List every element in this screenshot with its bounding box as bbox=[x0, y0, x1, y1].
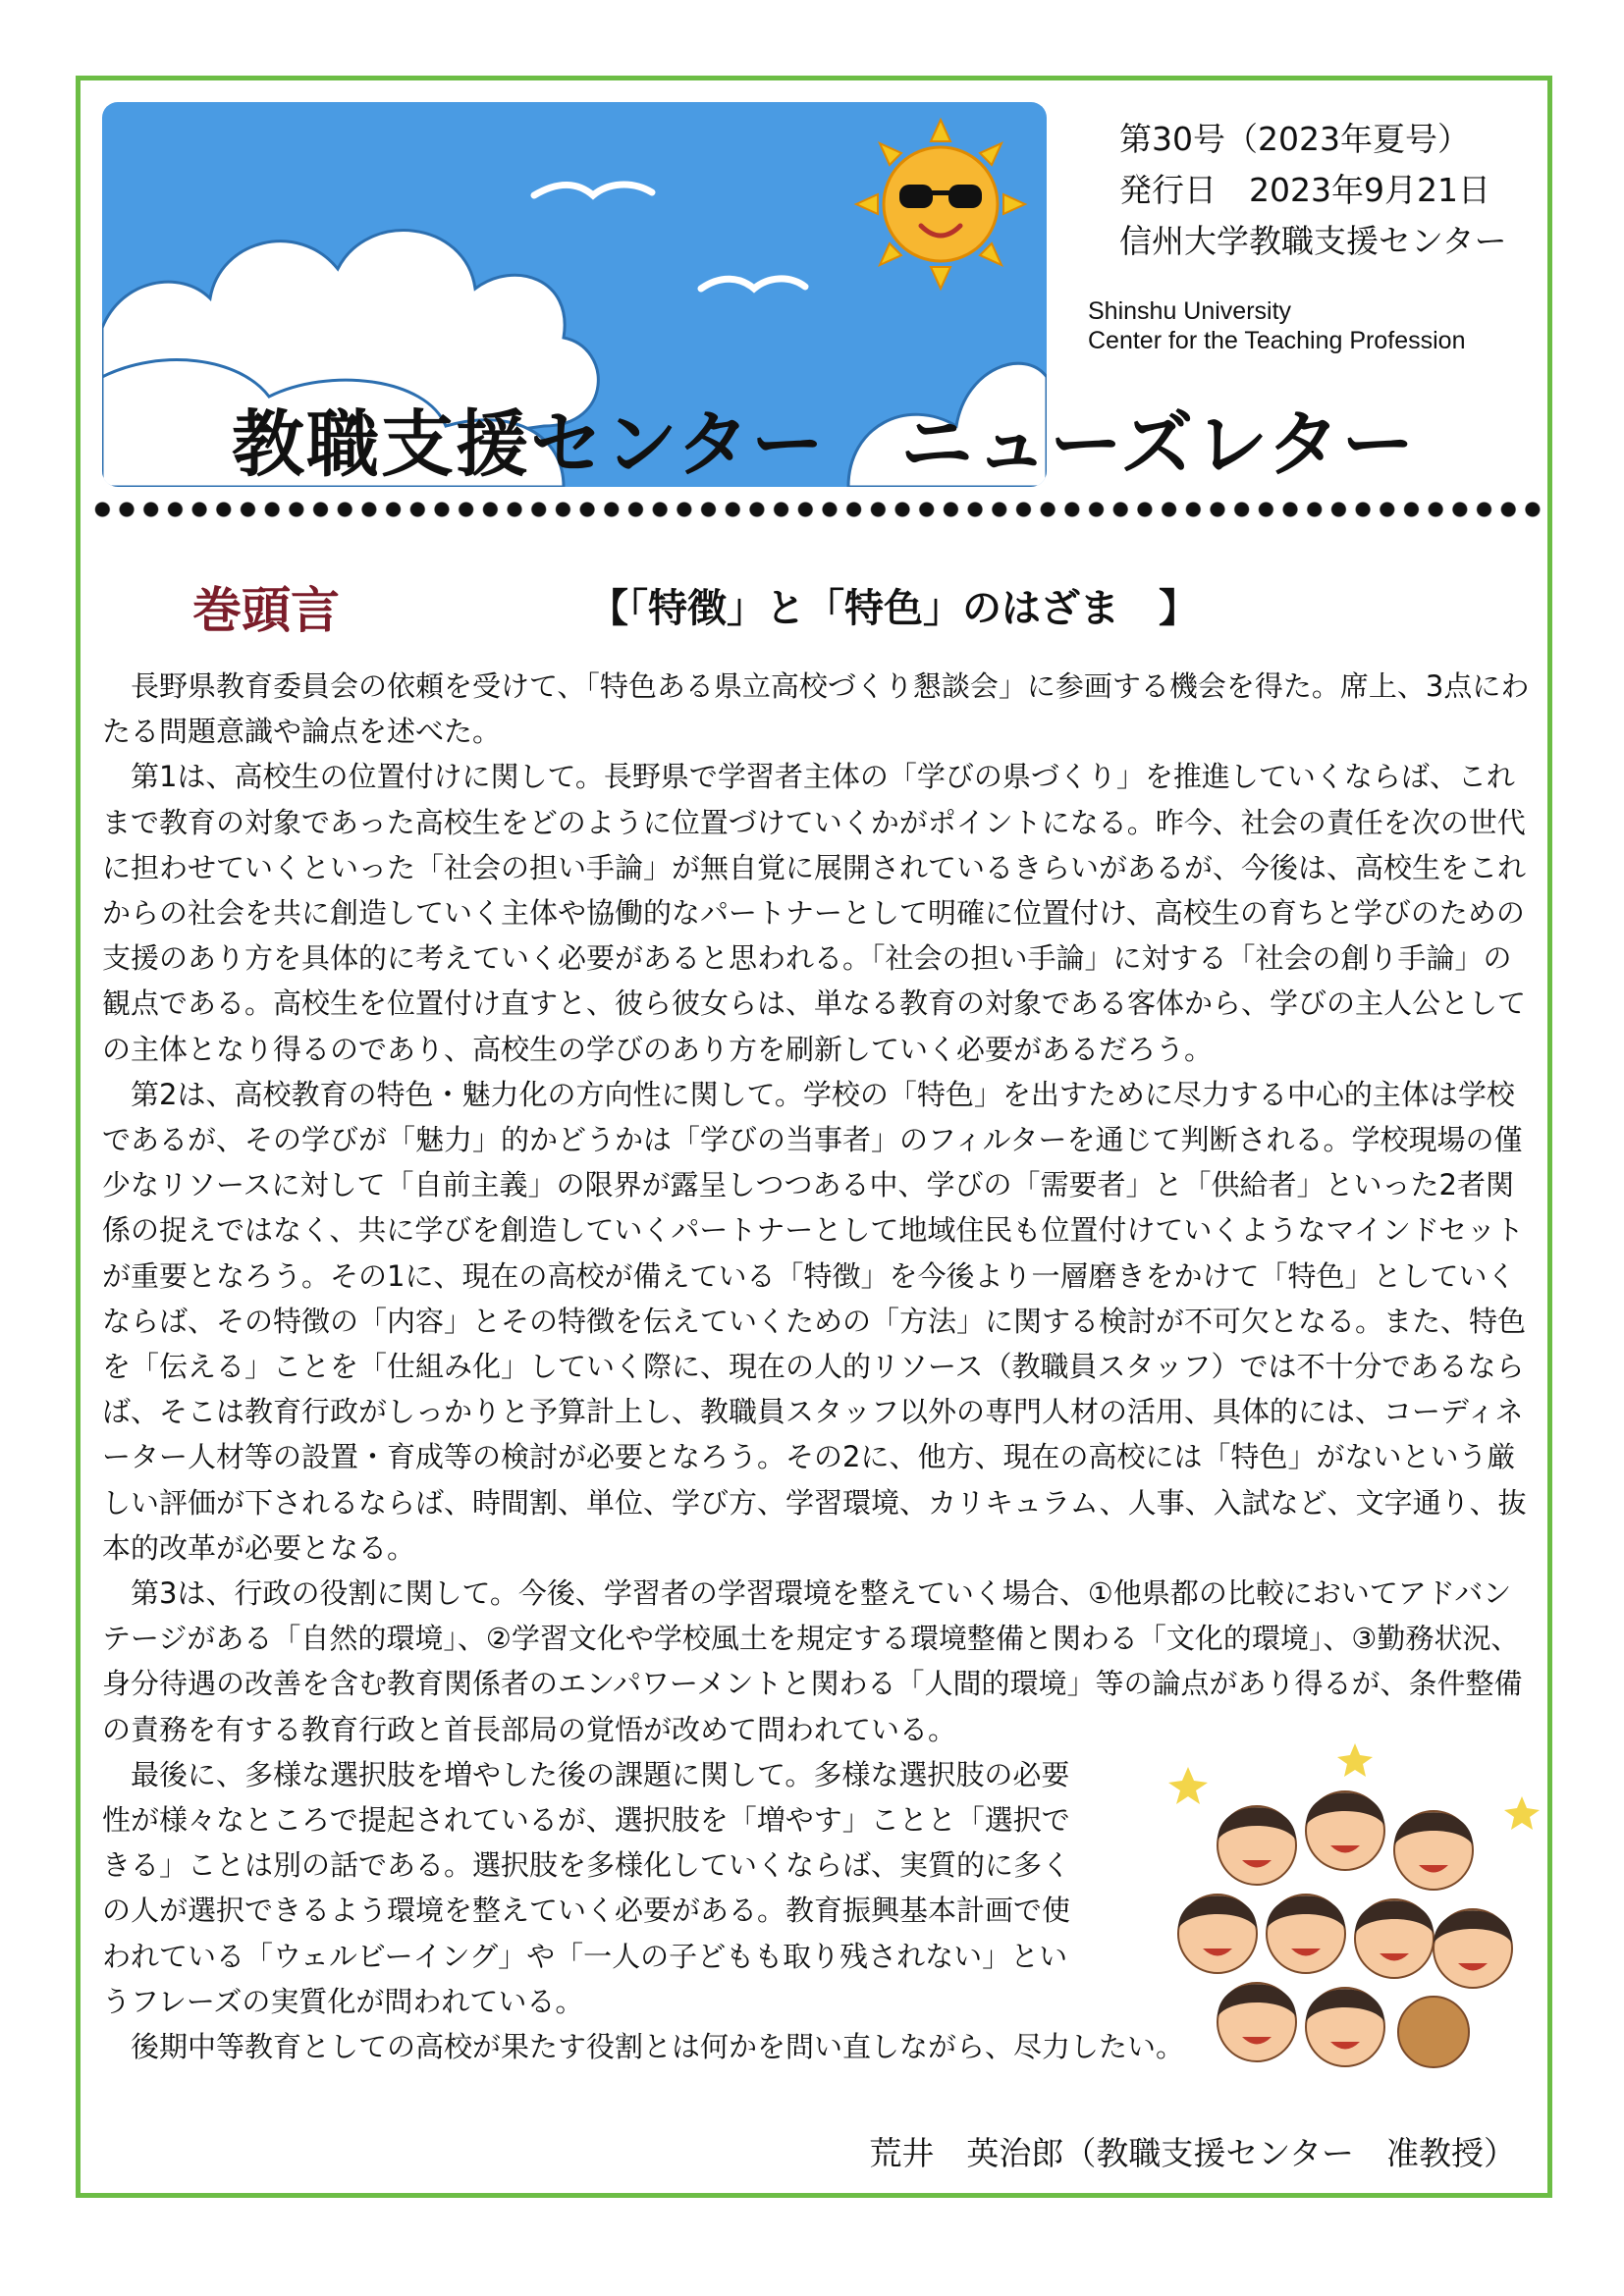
newsletter-title: 教職支援センター ニューズレター bbox=[232, 402, 1417, 487]
issue-number: 第30号（2023年夏号） bbox=[1119, 120, 1470, 158]
children-cheering-illustration bbox=[1149, 1737, 1542, 2101]
paragraph-point-1: 第1は、高校生の位置付けに関して。長野県で学習者主体の「学びの県づくり」を推進していくならば、これまで教育の対象であった高校生をどのように位置づけていくかがポイントになる。昨今、社会の責任を次の世代に担わせていくといった「社会の担い手論」が無自覚に展開されているきらいがあるが、今後は、高校生をこれからの社会を共に創造していく主体や協働的なパートナーとして明確に位置付け、高校生の育ちと学びのための支援のあり方を具体的に考えていく必要があると思われる。「社会の担い手論」に対する「社会の創り手論」の観点である。高校生を位置付け直すと、彼ら彼女らは、単なる教育の対象である客体から、学びの主人公としての主体となり得るのであり、高校生の学びのあり方を刷新していく必要があるだろう。 bbox=[102, 760, 1527, 1066]
section-label: 巻頭言 bbox=[192, 582, 340, 639]
dotted-divider bbox=[90, 499, 1545, 520]
article-title: 【「特徴」と「特色」のはざま 】 bbox=[589, 586, 1198, 631]
paragraph-closing: 後期中等教育としての高校が果たす役割とは何かを問い直しながら、尽力したい。 bbox=[131, 2030, 1185, 2064]
publisher-english-line1: Shinshu University bbox=[1088, 297, 1292, 325]
publisher-english-line2: Center for the Teaching Profession bbox=[1088, 327, 1466, 354]
publish-date: 発行日 2023年9月21日 bbox=[1119, 171, 1490, 209]
paragraph-final-issue: 最後に、多様な選択肢を増やした後の課題に関して。多様な選択肢の必要性が様々なところで提起されているが、選択肢を「増やす」ことと「選択できる」ことは別の話である。選択肢を多様化していくならば、実質的に多くの人が選択できるよう環境を整えていく必要がある。教育振興基本計画で使われている「ウェルビーイング」や「一人の子どもも取り残されない」というフレーズの実質化が問われている。 bbox=[102, 1757, 1071, 2018]
paragraph-intro: 長野県教育委員会の依頼を受けて、「特色ある県立高校づくり懇談会」に参画する機会を得た。席上、3点にわたる問題意識や論点を述べた。 bbox=[102, 669, 1530, 749]
paragraph-point-3: 第3は、行政の役割に関して。今後、学習者の学習環境を整えていく場合、①他県都の比較においてアドバンテージがある「自然的環境」、②学習文化や学校風土を規定する環境整備と関わる「文化的環境」、③勤務状況、身分待遇の改善を含む教育関係者のエンパワーメントと関わる「人間的環境」等の論点があり得るが、条件整備の責務を有する教育行政と首長部局の覚悟が改めて問われている。 bbox=[102, 1576, 1523, 1746]
paragraph-point-2: 第2は、高校教育の特色・魅力化の方向性に関して。学校の「特色」を出すために尽力する中心的主体は学校であるが、その学びが「魅力」的かどうかは「学びの当事者」のフィルターを通じて判断される。学校現場の僅少なリソースに対して「自前主義」の限界が露呈しつつある中、学びの「需要者」と「供給者」といった2者関係の捉えではなく、共に学びを創造していくパートナーとして地域住民も位置付けていくようなマインドセットが重要となろう。その1に、現在の高校が備えている「特徴」を今後より一層磨きをかけて「特色」としていくならば、その特徴の「内容」とその特徴を伝えていくための「方法」に関する検討が不可欠となる。また、特色を「伝える」ことを「仕組み化」していく際に、現在の人的リソース（教職員スタッフ）では不十分であるならば、そこは教育行政がしっかりと予算計上し、教職員スタッフ以外の専門人材の活用、具体的には、コーディネーター人材等の設置・育成等の検討が必要となろう。その2に、他方、現在の高校には「特色」がないという厳しい評価が下されるならば、時間割、単位、学び方、学習環境、カリキュラム、人事、入試など、文字通り、抜本的改革が必要となる。 bbox=[102, 1077, 1527, 1565]
publisher-name: 信州大学教職支援センター bbox=[1119, 222, 1507, 260]
sun-with-sunglasses-icon bbox=[852, 116, 1029, 293]
publisher-english bbox=[1088, 296, 1559, 355]
issue-info bbox=[1119, 114, 1561, 267]
author: 荒井 英治郎（教職支援センター 准教授） bbox=[869, 2134, 1516, 2172]
